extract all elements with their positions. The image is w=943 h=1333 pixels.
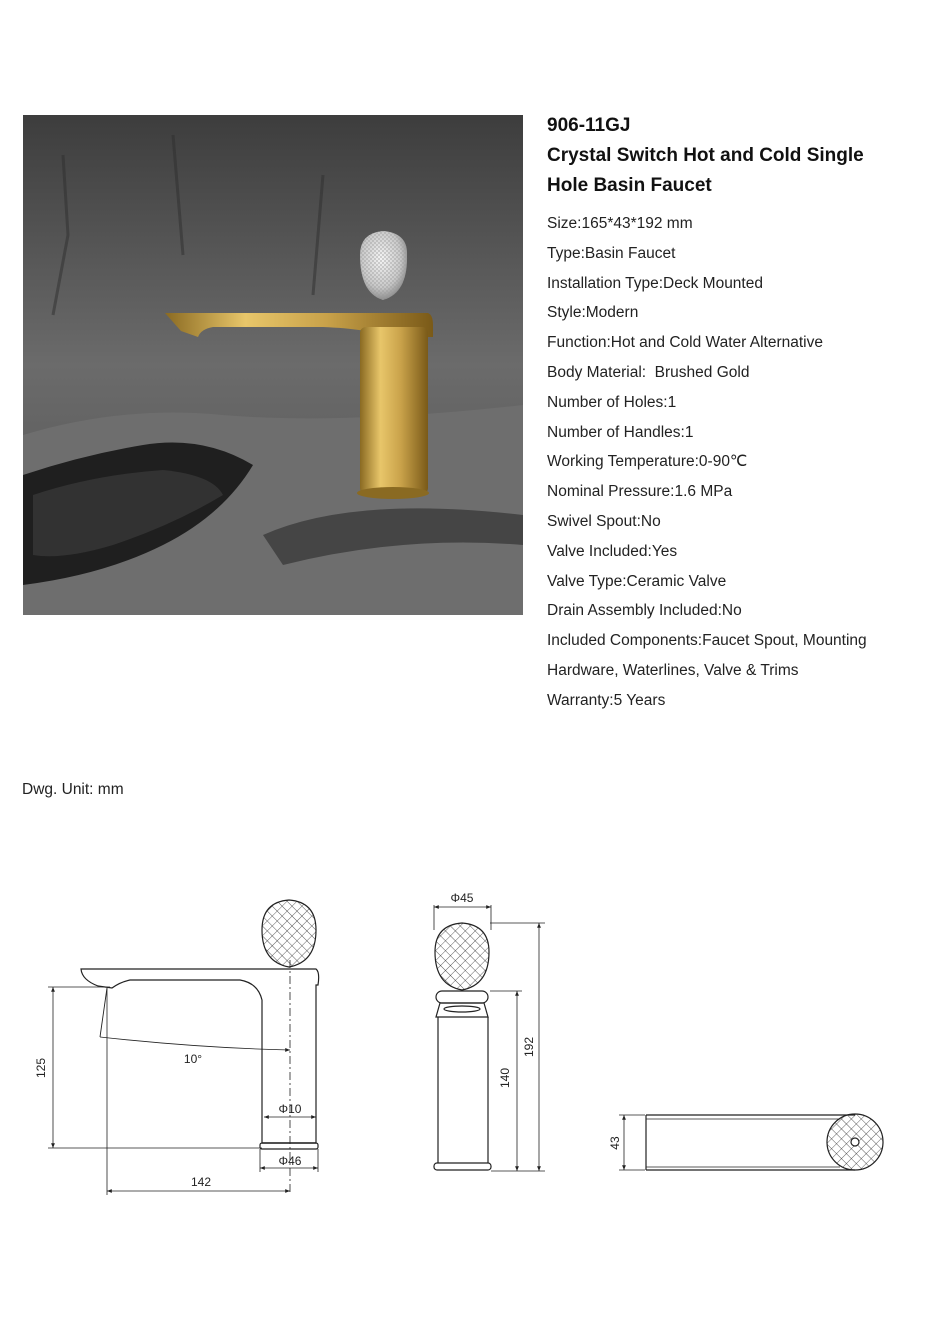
- front-base: [434, 1163, 491, 1170]
- spec-item: Installation Type:Deck Mounted: [547, 274, 763, 292]
- front-total-height-dim: 192: [522, 1036, 536, 1058]
- side-pipe-dim: Φ10: [278, 1102, 302, 1116]
- spec-item: Valve Type:Ceramic Valve: [547, 572, 727, 590]
- spec-item: Warranty:5 Years: [547, 691, 666, 709]
- spec-item: Number of Holes:1: [547, 393, 677, 411]
- side-height-dim: 125: [34, 1057, 48, 1079]
- spec-item: Swivel Spout:No: [547, 512, 661, 530]
- side-base: [260, 1143, 318, 1149]
- drawing-unit-label: Dwg. Unit: mm: [22, 781, 124, 798]
- spec-item: Included Components:Faucet Spout, Mounting: [547, 632, 867, 650]
- spec-item: Working Temperature:0-90℃: [547, 453, 748, 471]
- spec-item: Function:Hot and Cold Water Alternative: [547, 334, 823, 352]
- side-handle: [262, 900, 316, 967]
- spec-item: Type:Basin Faucet: [547, 244, 676, 262]
- side-view: [48, 900, 319, 1195]
- side-reach-dim: 142: [190, 1175, 212, 1189]
- front-collar: [436, 991, 488, 1003]
- spec-item: Size:165*43*192 mm: [547, 215, 693, 232]
- spec-item: Number of Handles:1: [547, 423, 694, 441]
- product-model: 906-11GJ: [547, 115, 631, 136]
- spec-item: Hardware, Waterlines, Valve & Trims: [547, 661, 799, 679]
- product-photo: [23, 115, 523, 615]
- front-body-height-dim: 140: [498, 1067, 512, 1089]
- side-base-dim: Φ46: [278, 1154, 302, 1168]
- top-width-dim: 43: [608, 1136, 622, 1150]
- product-title-line-1: Crystal Switch Hot and Cold Single: [547, 145, 864, 166]
- spec-item: Nominal Pressure:1.6 MPa: [547, 483, 733, 501]
- spec-item: Body Material: Brushed Gold: [547, 363, 750, 381]
- product-title-line-2: Hole Basin Faucet: [547, 175, 712, 196]
- spec-item: Valve Included:Yes: [547, 542, 678, 560]
- front-handle-dim: Φ45: [450, 891, 474, 905]
- technical-drawing: [0, 880, 943, 1210]
- spec-list: [547, 209, 927, 716]
- spec-item: Style:Modern: [547, 304, 639, 322]
- front-handle: [435, 923, 489, 990]
- side-angle-dim: 10°: [183, 1052, 203, 1066]
- faucet-body: [360, 327, 428, 494]
- product-info: [547, 111, 927, 716]
- top-view: [619, 1114, 883, 1170]
- spec-item: Drain Assembly Included:No: [547, 602, 742, 620]
